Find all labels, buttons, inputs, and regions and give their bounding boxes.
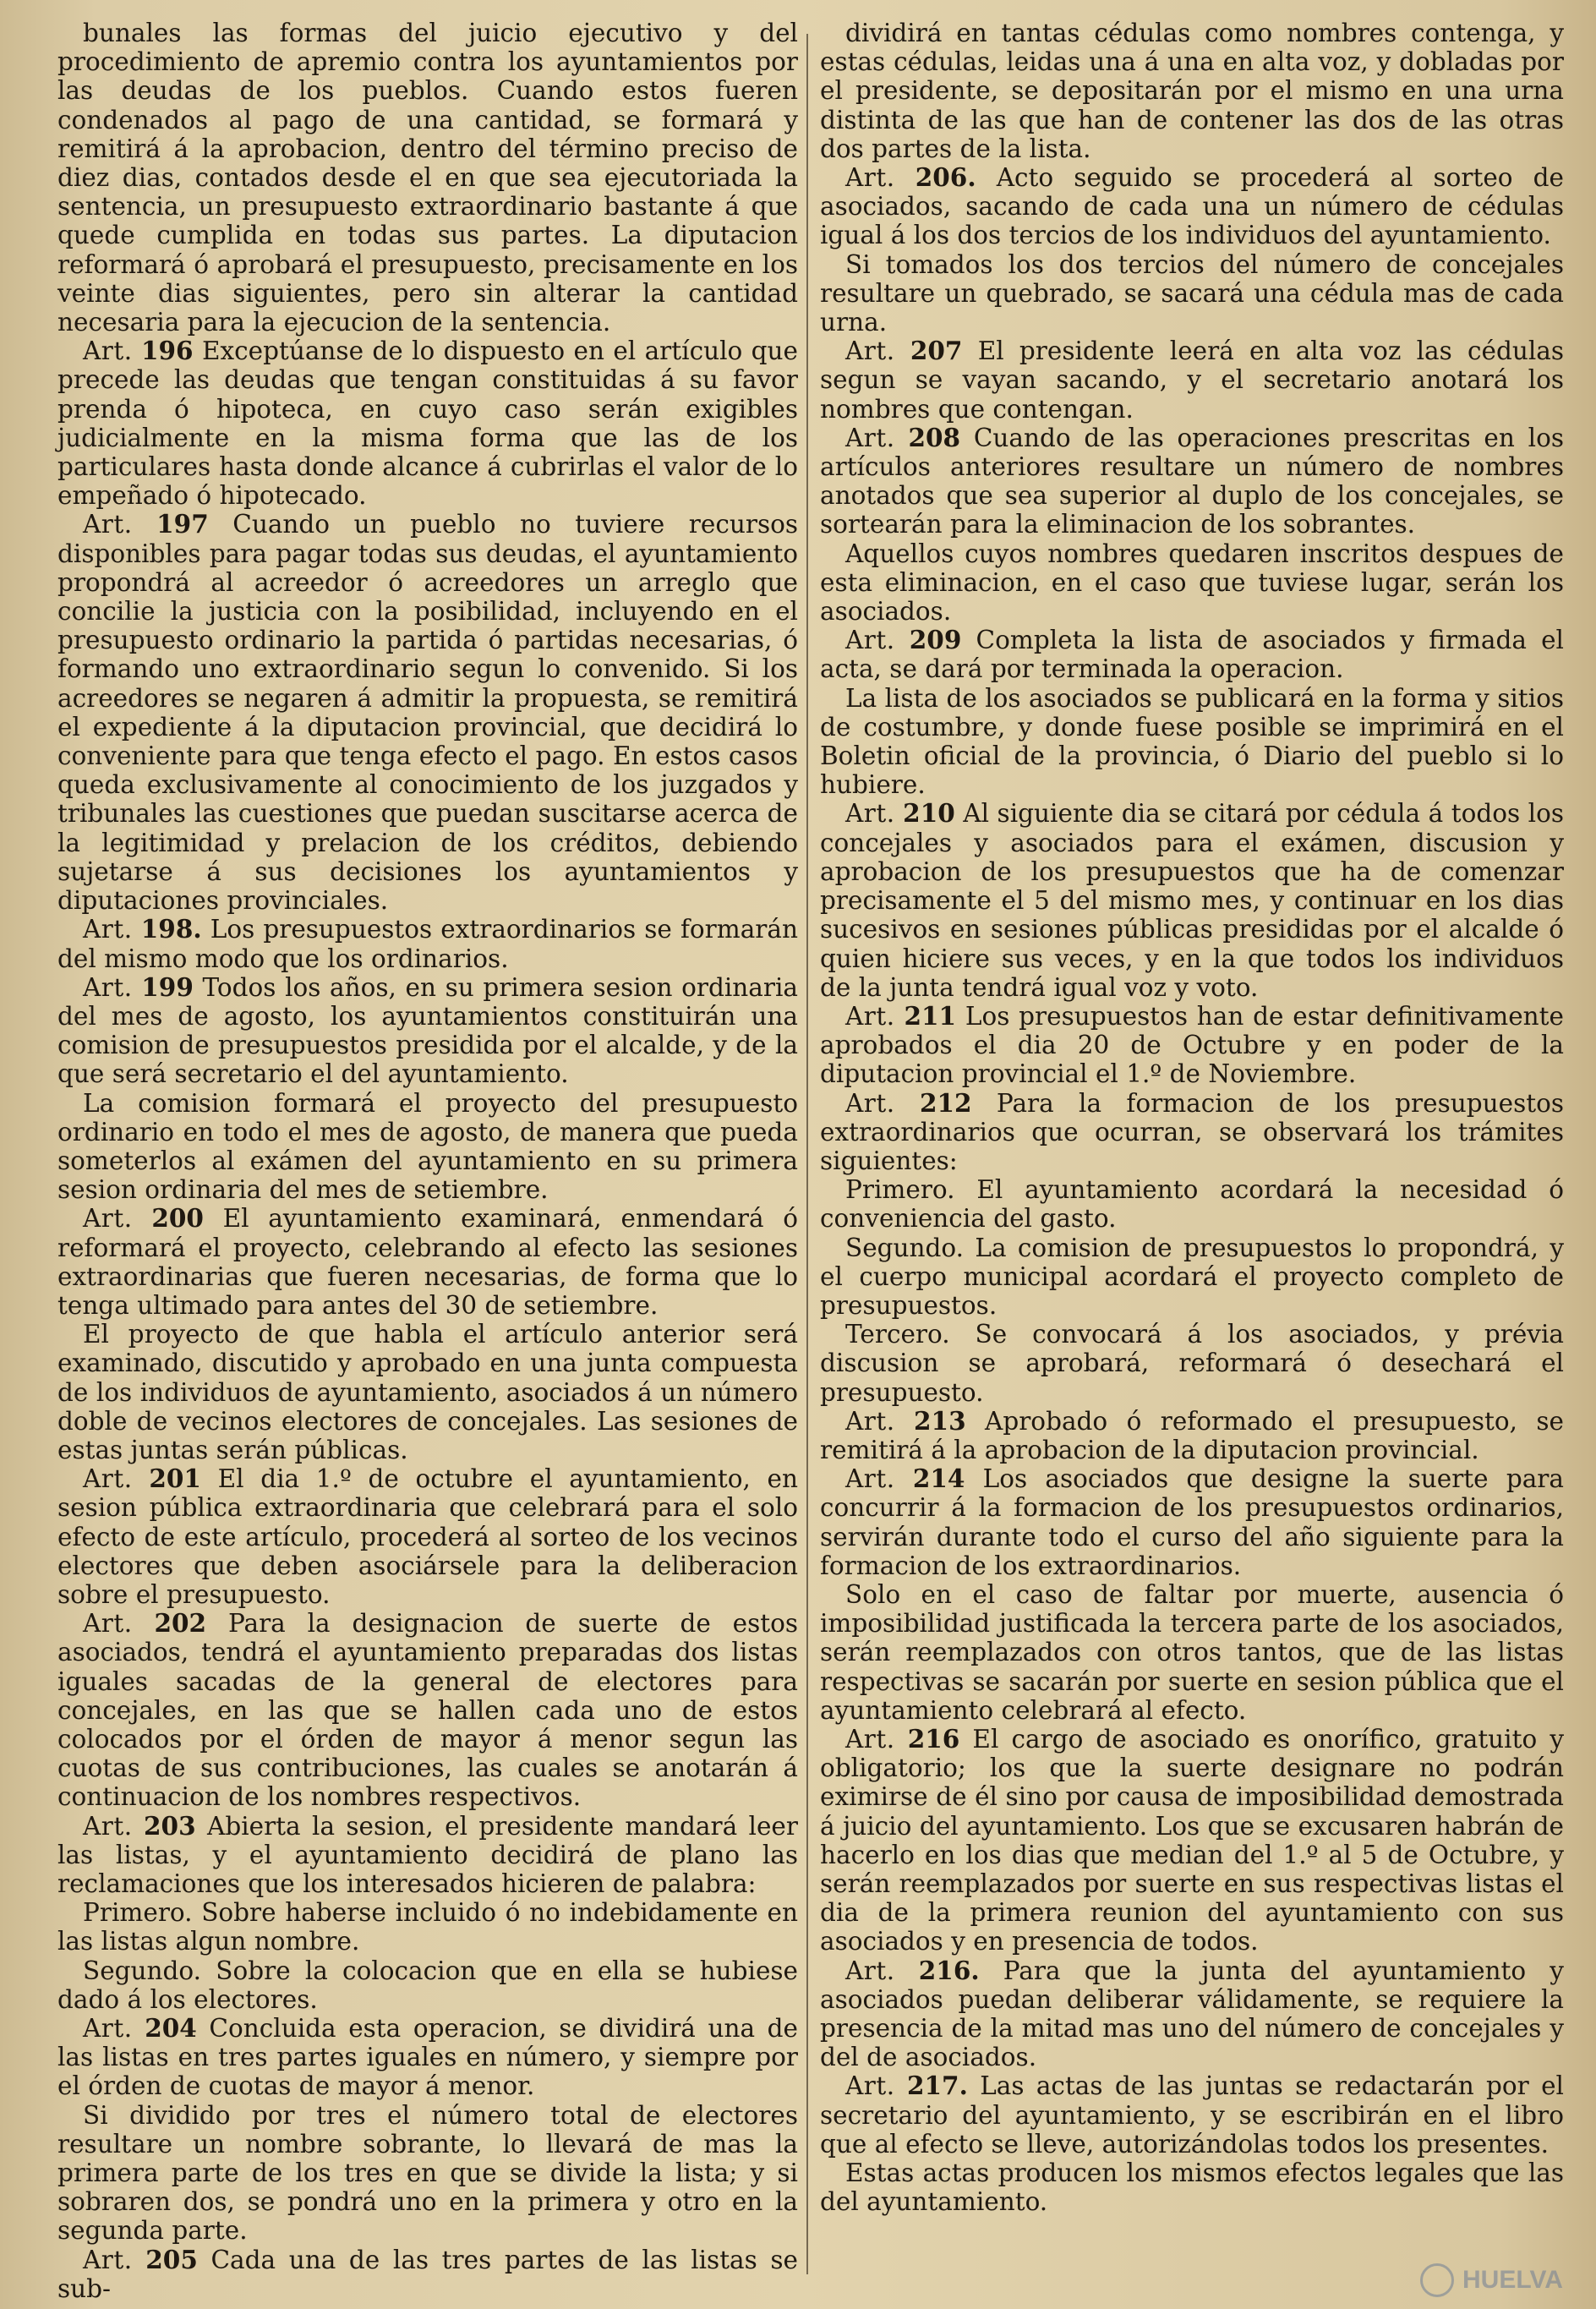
article-paragraph bbox=[820, 337, 1564, 424]
paragraph-text: Cada una de las tres partes de las listas se sub- bbox=[57, 2245, 798, 2303]
paragraph-text: Completa la lista de asociados y firmada el acta, se dará por terminada la operacion. bbox=[820, 626, 1564, 684]
article-paragraph bbox=[57, 2014, 798, 2101]
article-label: Art. bbox=[83, 510, 133, 539]
article-paragraph bbox=[57, 1464, 798, 1609]
paragraph-text: Cuando de las operaciones prescritas en los artículos anteriores resultare un número de nombres anotados que sea superior al duplo de los concejales, se sortearán para la eliminacion de los sobrantes. bbox=[820, 423, 1564, 539]
paragraph-text: Para la formacion de los presupuestos extraordinarios que ocurran, se observará los trámites siguientes: bbox=[820, 1088, 1564, 1175]
paragraph-text: Primero. Sobre haberse incluido ó no indebidamente en las listas algun nombre. bbox=[57, 1898, 798, 1956]
paragraph-text: bunales las formas del juicio ejecutivo y del procedimiento de apremio contra los ayuntamientos por las deudas de los pueblos. Cuando estos fueren condenados al pago de una cantidad, se formará y remitirá á la aprobacion, dentro del término preciso de diez dias, contados desde el en que sea ejecutoriada la sentencia, un presupuesto extraordinario bastante á que quede cumplida en todas sus partes. La diputacion reformará ó aprobará el presupuesto, precisamente en los veinte dias siguientes, pero sin alterar la cantidad necesaria para la ejecucion de la sentencia. bbox=[57, 19, 798, 337]
paragraph-text: Solo en el caso de faltar por muerte, ausencia ó imposibilidad justificada la tercera parte de los asociados, serán reemplazados con otros tantos, que de las listas respectivas se sacarán por suerte en sesion pública que el ayuntamiento celebrará al efecto. bbox=[820, 1579, 1564, 1725]
paragraph-text: El dia 1.º de octubre el ayuntamiento, en sesion pública extraordinaria que celebrará para el solo efecto de este artículo, procederá al sorteo de los vecinos electores que deben asociársele para la deliberacion sobre el presupuesto. bbox=[57, 1464, 798, 1609]
article-number: 200 bbox=[151, 1203, 204, 1234]
paragraph-text: Si dividido por tres el número total de electores resultare un nombre sobrante, lo llevará de mas la primera parte de los tres en que se divide la lista; y si sobraren dos, se pondrá uno en la primera y otro en la segunda parte. bbox=[57, 2100, 798, 2246]
article-number: 201 bbox=[149, 1464, 201, 1494]
paragraph-text: Aprobado ó reformado el presupuesto, se remitirá á la aprobacion de la diputacion provincial. bbox=[820, 1406, 1564, 1464]
article-number: 206. bbox=[915, 162, 976, 193]
paragraph-text: Acto seguido se procederá al sorteo de asociados, sacando de cada una un número de cédulas igual á los dos tercios de los individuos del ayuntamiento. bbox=[820, 163, 1564, 250]
paragraph-text: Abierta la sesion, el presidente mandará leer las listas, y el ayuntamiento decidirá de plano las reclamaciones que los interesados hicieren de palabra: bbox=[57, 1811, 798, 1898]
article-number: 216. bbox=[918, 1955, 980, 1985]
paragraph-text: Segundo. Sobre la colocacion que en ella se hubiese dado á los electores. bbox=[57, 1956, 798, 2014]
article-number: 202 bbox=[154, 1608, 207, 1639]
paragraph-text: Todos los años, en su primera sesion ordinaria del mes de agosto, los ayuntamientos constituirán una comision de presupuestos presidida por el alcalde, y de la que será secretario el del ayuntamiento. bbox=[57, 972, 798, 1089]
right-column bbox=[820, 19, 1564, 2216]
article-number: 214 bbox=[912, 1464, 965, 1494]
article-paragraph bbox=[820, 424, 1564, 539]
article-label: Art. bbox=[845, 1088, 895, 1118]
article-label: Art. bbox=[845, 423, 895, 452]
article-number: 203 bbox=[144, 1810, 196, 1841]
text-paragraph bbox=[820, 1234, 1564, 1321]
text-paragraph bbox=[820, 2159, 1564, 2216]
article-label: Art. bbox=[83, 1464, 133, 1494]
text-paragraph bbox=[57, 1089, 798, 1205]
article-paragraph bbox=[820, 1464, 1564, 1580]
text-paragraph bbox=[820, 19, 1564, 163]
article-label: Art. bbox=[83, 1811, 133, 1841]
article-label: Art. bbox=[845, 2071, 895, 2101]
paragraph-text: Concluida esta operacion, se dividirá una de las listas en tres partes iguales en número, y siempre por el órden de cuotas de mayor á menor. bbox=[57, 2014, 798, 2101]
paragraph-text: El cargo de asociado es onorífico, gratuito y obligatorio; los que la suerte designare no podrán eximirse de él sino por causa de imposibilidad demostrada á juicio del ayuntamiento. Los que se excusaren habrán de hacerlo en los dias que median del 1.º al 5 de Octubre, y serán reemplazados por suerte en sus respectivas listas el dia de la primera reunion del ayuntamiento con sus asociados y en presencia de todos. bbox=[820, 1724, 1564, 1956]
article-number: 205 bbox=[145, 2244, 198, 2274]
paragraph-text: Segundo. La comision de presupuestos lo propondrá, y el cuerpo municipal acordará el proyecto completo de presupuestos. bbox=[820, 1233, 1564, 1320]
article-number: 204 bbox=[145, 2013, 197, 2044]
paragraph-text: El proyecto de que habla el artículo anterior será examinado, discutido y aprobado en una junta compuesta de los individuos de ayuntamiento, asociados á un número doble de vecinos electores de concejales. Las sesiones de estas juntas serán públicas. bbox=[57, 1320, 798, 1464]
paragraph-text: El presidente leerá en alta voz las cédulas segun se vayan sacando, y el secretario anotará los nombres que contengan. bbox=[820, 337, 1564, 424]
article-label: Art. bbox=[845, 1464, 895, 1494]
article-number: 210 bbox=[903, 798, 955, 829]
article-number: 209 bbox=[909, 625, 962, 655]
article-label: Art. bbox=[845, 799, 895, 829]
paragraph-text: El ayuntamiento examinará, enmendará ó reformará el proyecto, celebrando al efecto las sesiones extraordinarias que fueren necesarias, de forma que lo tenga ultimado para antes del 30 de setiembre. bbox=[57, 1204, 798, 1320]
paragraph-text: Para la designacion de suerte de estos asociados, tendrá el ayuntamiento preparadas dos listas iguales sacadas de la general de electores para concejales, en las que se hallen cada uno de estos colocados por el órden de mayor á menor segun las cuotas de sus contribuciones, las cuales se anotarán á continuacion de los nombres respectivos. bbox=[57, 1609, 798, 1812]
text-paragraph bbox=[820, 1175, 1564, 1233]
article-label: Art. bbox=[83, 1609, 133, 1639]
paragraph-text: dividirá en tantas cédulas como nombres contenga, y estas cédulas, leidas una á una en alta voz, y dobladas por el presidente, se depositarán por el mismo en una urna distinta de las que han de contener las dos de las otras dos partes de la lista. bbox=[820, 19, 1564, 163]
paragraph-text: Cuando un pueblo no tuviere recursos disponibles para pagar todas sus deudas, el ayuntamiento propondrá al acreedor ó acreedores un arreglo que concilie la justicia con la posibilidad, incluyendo en el presupuesto ordinario la partida ó partidas necesarias, ó formando uno extraordinario segun lo convenido. Si los acreedores se negaren á admitir la propuesta, se remitirá el expediente á la diputacion provincial, que decidirá lo conveniente para que tenga efecto el pago. En estos casos queda exclusivamente al conocimiento de los juzgados y tribunales las cuestiones que puedan suscitarse acerca de la legitimidad y prelacion de los créditos, debiendo sujetarse á sus decisiones los ayuntamientos y diputaciones provinciales. bbox=[57, 510, 798, 916]
text-paragraph bbox=[57, 2101, 798, 2246]
article-number: 196 bbox=[141, 336, 194, 366]
seal-icon bbox=[1420, 2263, 1454, 2297]
article-label: Art. bbox=[845, 1406, 895, 1436]
text-paragraph bbox=[57, 1956, 798, 2014]
article-number: 198. bbox=[140, 914, 202, 944]
paragraph-text: La lista de los asociados se publicará en la forma y sitios de costumbre, y donde fuese posible se imprimirá en el Boletin oficial de la provincia, ó Diario del pueblo si lo hubiere. bbox=[820, 683, 1564, 800]
text-paragraph bbox=[820, 684, 1564, 800]
paragraph-text: Tercero. Se convocará á los asociados, y prévia discusion se aprobará, reformará ó desechará el presupuesto. bbox=[820, 1320, 1564, 1407]
text-paragraph bbox=[57, 1320, 798, 1464]
article-paragraph bbox=[820, 1407, 1564, 1464]
article-label: Art. bbox=[83, 2014, 133, 2044]
article-label: Art. bbox=[83, 1204, 133, 1234]
article-number: 208 bbox=[908, 422, 961, 452]
paragraph-text: Si tomados los dos tercios del número de concejales resultare un quebrado, se sacará una cédula mas de cada urna. bbox=[820, 249, 1564, 337]
article-paragraph bbox=[57, 1204, 798, 1320]
paragraph-text: Los presupuestos han de estar definitivamente aprobados el dia 20 de Octubre y en poder de la diputacion provincial el 1.º de Noviembre. bbox=[820, 1001, 1564, 1089]
article-number: 213 bbox=[914, 1405, 966, 1436]
article-number: 199 bbox=[141, 971, 194, 1002]
article-label: Art. bbox=[83, 972, 133, 1002]
paragraph-text: Los asociados que designe la suerte para concurrir á la formacion de los presupuestos ordinarios, servirán durante todo el curso del año siguiente para la formacion de los extraordinarios. bbox=[820, 1464, 1564, 1580]
text-paragraph bbox=[57, 19, 798, 337]
paragraph-text: Exceptúanse de lo dispuesto en el artículo que precede las deudas que tengan constituidas á su favor prenda ó hipoteca, en cuyo caso serán exigibles judicialmente en la misma forma que las de los particulares hasta donde alcance á cubrirlas el valor de lo empeñado ó hipotecado. bbox=[57, 337, 798, 511]
paragraph-text: Las actas de las juntas se redactarán por el secretario del ayuntamiento, y se escribirán en el libro que al efecto se lleve, autorizándolas todos los presentes. bbox=[820, 2071, 1564, 2159]
article-label: Art. bbox=[845, 1956, 895, 1985]
paragraph-text: Para que la junta del ayuntamiento y asociados puedan deliberar válidamente, se requiere la presencia de la mitad mas uno del número de concejales y del de asociados. bbox=[820, 1956, 1564, 2072]
paragraph-text: La comision formará el proyecto del presupuesto ordinario en todo el mes de agosto, de manera que pueda someterlos al exámen del ayuntamiento en su primera sesion ordinaria del mes de setiembre. bbox=[57, 1088, 798, 1205]
article-number: 217. bbox=[906, 2071, 968, 2101]
text-paragraph bbox=[57, 1898, 798, 1956]
paragraph-text: Al siguiente dia se citará por cédula á todos los concejales y asociados para el exámen, discusion y aprobacion de los presupuestos que ha de comenzar precisamente el 5 del mismo mes, y continuar en los dias sucesivos en sesiones públicas presididas por el alcalde ó quien hiciere sus veces, y en la que todos los individuos de la junta tendrá igual voz y voto. bbox=[820, 799, 1564, 1002]
article-label: Art. bbox=[83, 915, 133, 944]
article-paragraph bbox=[820, 1089, 1564, 1176]
article-paragraph bbox=[820, 1725, 1564, 1956]
article-paragraph bbox=[57, 2246, 798, 2303]
text-paragraph bbox=[820, 1320, 1564, 1407]
article-paragraph bbox=[57, 915, 798, 972]
article-paragraph bbox=[57, 973, 798, 1089]
text-paragraph bbox=[820, 250, 1564, 337]
text-paragraph bbox=[820, 539, 1564, 626]
paragraph-text: Primero. El ayuntamiento acordará la necesidad ó conveniencia del gasto. bbox=[820, 1175, 1564, 1234]
paragraph-text: Aquellos cuyos nombres quedaren inscritos despues de esta eliminacion, en el caso que tuviese lugar, serán los asociados. bbox=[820, 539, 1564, 626]
article-paragraph bbox=[57, 1812, 798, 1899]
article-paragraph bbox=[820, 2071, 1564, 2159]
article-paragraph bbox=[820, 1956, 1564, 2072]
paragraph-text: Estas actas producen los mismos efectos legales que las del ayuntamiento. bbox=[820, 2159, 1564, 2217]
article-paragraph bbox=[820, 1002, 1564, 1089]
article-paragraph bbox=[57, 337, 798, 510]
article-paragraph bbox=[57, 510, 798, 915]
article-paragraph bbox=[57, 1609, 798, 1811]
article-label: Art. bbox=[83, 337, 133, 366]
article-paragraph bbox=[820, 626, 1564, 683]
column-divider bbox=[806, 34, 808, 2274]
archive-watermark bbox=[1420, 2260, 1581, 2301]
article-number: 216 bbox=[907, 1723, 960, 1754]
article-number: 211 bbox=[904, 1000, 957, 1031]
article-label: Art. bbox=[845, 626, 895, 655]
article-number: 197 bbox=[156, 509, 209, 539]
text-paragraph bbox=[820, 1580, 1564, 1725]
article-paragraph bbox=[820, 163, 1564, 250]
article-number: 207 bbox=[910, 336, 963, 366]
article-label: Art. bbox=[83, 2245, 133, 2274]
article-label: Art. bbox=[845, 337, 895, 366]
article-number: 212 bbox=[919, 1087, 972, 1118]
left-column bbox=[57, 19, 798, 2303]
watermark-label: HUELVA bbox=[1462, 2266, 1563, 2294]
paragraph-text: Los presupuestos extraordinarios se formarán del mismo modo que los ordinarios. bbox=[57, 915, 798, 973]
article-label: Art. bbox=[845, 163, 895, 193]
article-paragraph bbox=[820, 799, 1564, 1001]
article-label: Art. bbox=[845, 1001, 895, 1031]
article-label: Art. bbox=[845, 1724, 895, 1754]
